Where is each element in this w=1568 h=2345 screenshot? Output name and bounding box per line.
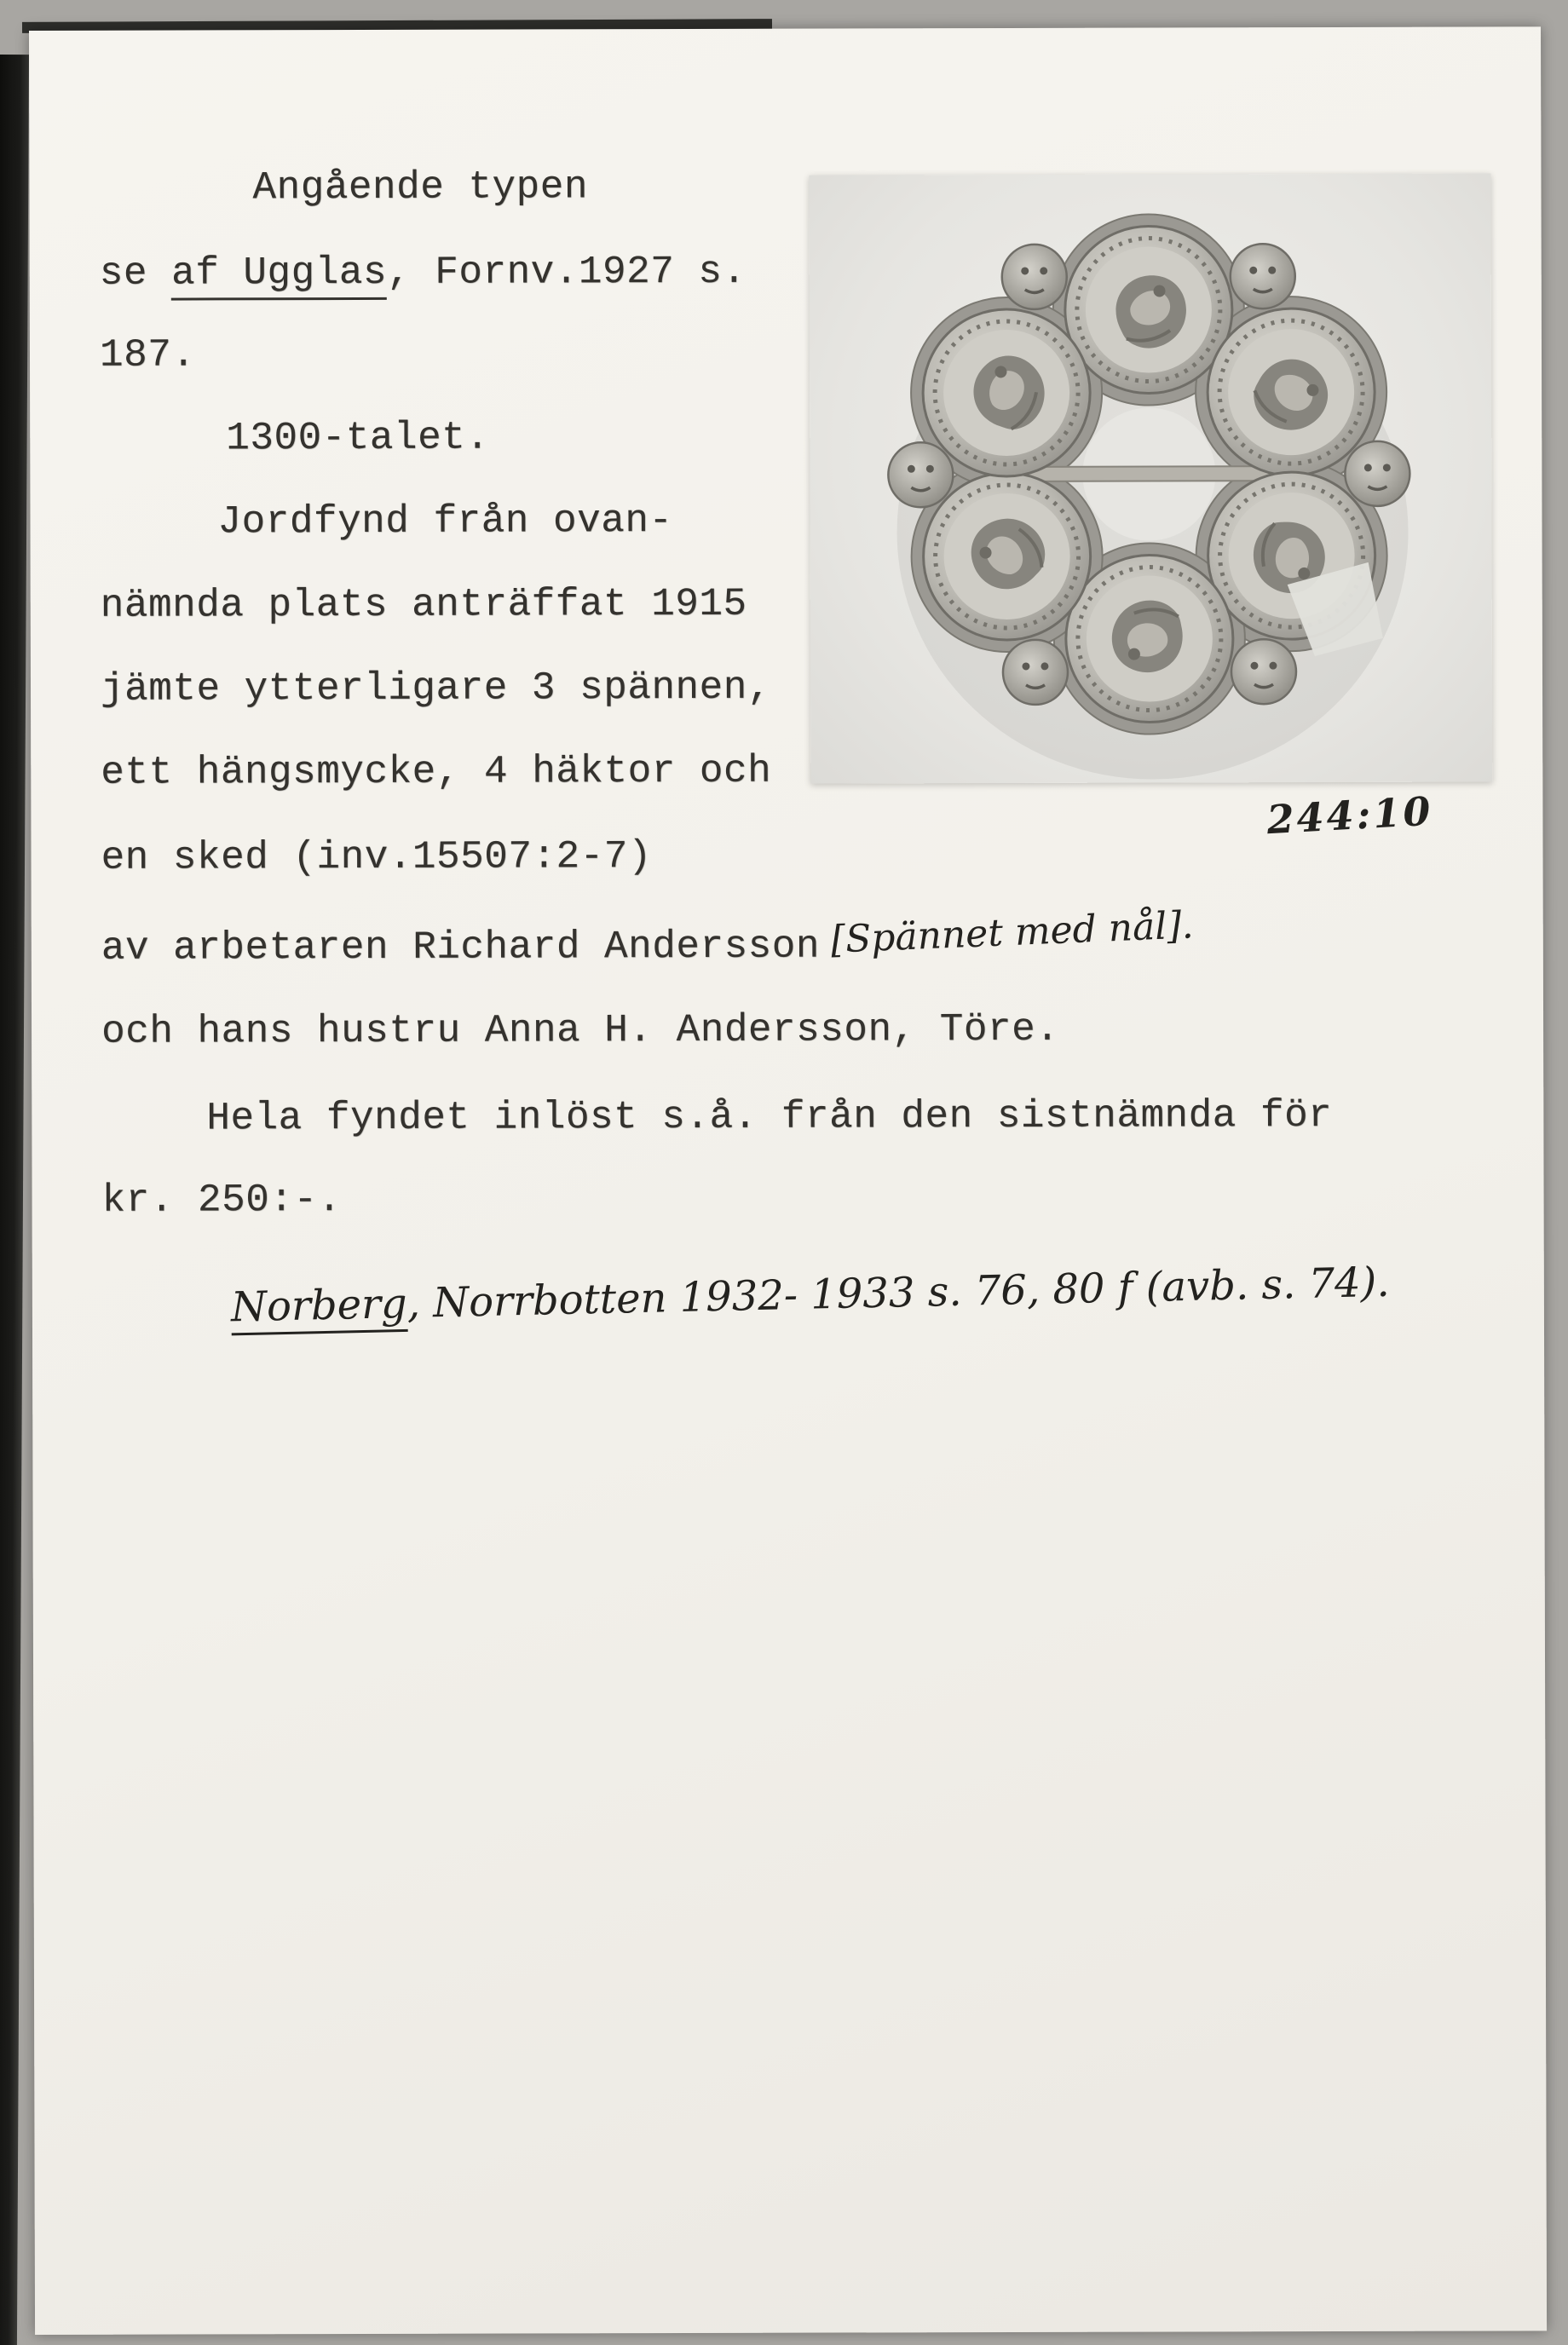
handwritten-reference-name: Norberg — [230, 1280, 407, 1335]
handwritten-note: [Spännet med nål]. — [829, 903, 1195, 962]
typed-line-finder-1: av arbetaren Richard Andersson — [101, 924, 821, 971]
typed-line-find-4: ett hängsmycke, 4 häktor och — [101, 748, 772, 795]
typed-line-heading: Angående typen — [252, 164, 589, 210]
handwritten-reference-rest: , Norrbotten 1932- 1933 s. 76, 80 f (avb. s. 74). — [406, 1258, 1391, 1328]
brooch-illustration — [809, 174, 1492, 784]
typed-line-purchase-2: kr. 250:-. — [101, 1178, 342, 1223]
typed-line-page: 187. — [99, 332, 196, 377]
handwritten-reference — [230, 1259, 1390, 1332]
reference-underlined: af Ugglas — [171, 251, 387, 301]
photo-number-annotation: 244:10 — [1265, 787, 1434, 844]
typed-line-find-1: Jordfynd från ovan- — [217, 498, 673, 544]
typed-line-find-2: nämnda plats anträffat 1915 — [100, 581, 747, 628]
catalog-card — [29, 26, 1547, 2335]
typed-line-dating: 1300-talet. — [226, 415, 490, 461]
typed-line-finder-2: och hans hustru Anna H. Andersson, Töre. — [101, 1006, 1060, 1054]
reference-pre: se — [99, 251, 172, 296]
typed-line-inventory: en sked (inv.15507:2-7) — [101, 834, 653, 880]
scanner-edge-left — [0, 55, 29, 2345]
brooch-photo — [809, 174, 1492, 784]
typed-line-purchase-1: Hela fyndet inlöst s.å. från den sistnämnda för — [206, 1093, 1333, 1141]
reference-post: , Fornv.1927 s. — [386, 249, 747, 295]
typed-line-reference — [100, 249, 747, 297]
typed-line-find-3: jämte ytterligare 3 spännen, — [100, 665, 772, 712]
